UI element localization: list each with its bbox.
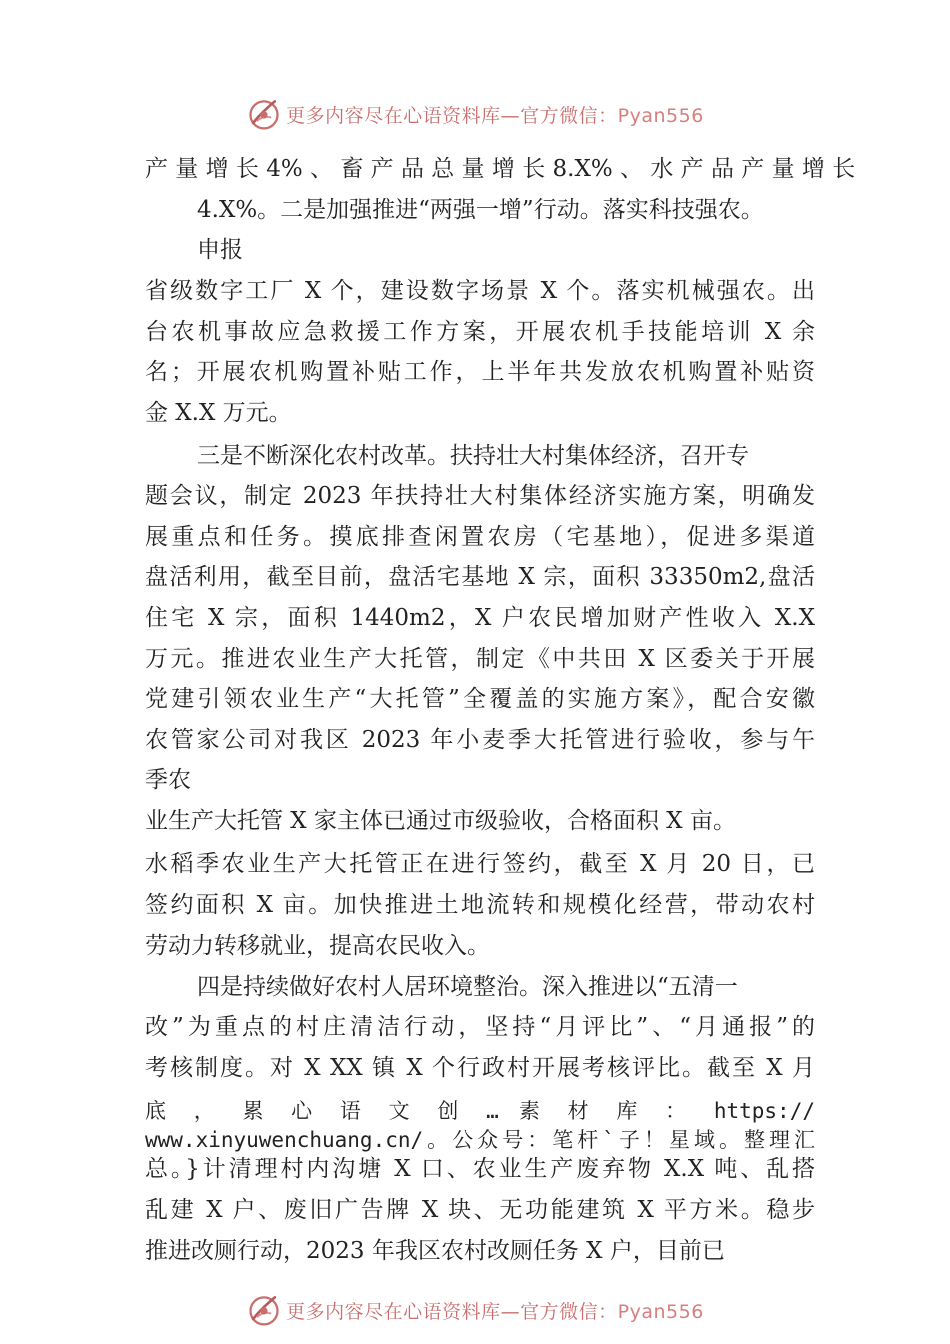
brush-logo-icon [246,1292,282,1328]
text-line-5: 台农机事故应急救援工作方案，开展农机手技能培训 X 余 [145,319,815,345]
watermark-text: 更多内容尽在心语资料库—官方微信：Pyan556 [286,104,704,127]
text-line-25: www.xinyuwenchuang.cn/。公众号：笔杆`子！星域。整理汇 [145,1128,815,1152]
text-line-10: 展重点和任务。摸底排查闲置农房（宅基地），促进多渠道 [145,524,815,550]
watermark-footer [0,1288,950,1332]
brush-logo-icon [246,96,282,132]
text-line-1: 产 量 增 长 4% 、 畜 产 品 总 量 增 长 8.X% 、 水 产 品 产 量 增 长 [145,156,856,182]
text-line-12: 住宅 X 宗，面积 1440m2，X 户农民增加财产性收入 X.X [145,605,815,631]
watermark-header [0,92,950,136]
text-line-28: 推进改厕行动，2023 年我区农村改厕任务 X 户，目前已 [145,1238,725,1264]
text-line-20: 劳动力转移就业，提高农民收入。 [145,933,490,959]
text-line-27: 乱建 X 户、废旧广告牌 X 块、无功能建筑 X 平方米。稳步 [145,1197,815,1223]
text-line-17: 业生产大托管 X 家主体已通过市级验收，合格面积 X 亩。 [145,808,736,834]
text-line-24: 底 ， 累 心 语 文 创 … 素 材 库 ： https:// [145,1099,815,1123]
text-line-22: 改”为重点的村庄清洁行动，坚持“月评比”、“月通报”的 [145,1014,815,1040]
text-line-11: 盘活利用，截至目前，盘活宅基地 X 宗，面积 33350m2,盘活 [145,564,815,590]
text-line-6: 名；开展农机购置补贴工作，上半年共发放农机购置补贴资 [145,359,815,385]
text-line-23: 考核制度。对 X XX 镇 X 个行政村开展考核评比。截至 X 月 [145,1055,815,1081]
watermark-wechat-id: Pyan556 [617,104,704,127]
text-line-16: 季农 [145,767,191,793]
text-line-15: 农管家公司对我区 2023 年小麦季大托管进行验收，参与午 [145,727,815,753]
text-line-19: 签约面积 X 亩。加快推进土地流转和规模化经营，带动农村 [145,892,815,918]
text-line-18: 水稻季农业生产大托管正在进行签约，截至 X 月 20 日，已 [145,851,815,877]
watermark-wechat-id: Pyan556 [617,1300,704,1323]
text-line-14: 党建引领农业生产“大托管”全覆盖的实施方案》，配合安徽 [145,686,815,712]
text-line-8: 三是不断深化农村改革。扶持壮大村集体经济，召开专 [197,443,749,469]
text-line-21: 四是持续做好农村人居环境整治。深入推进以“五清一 [197,974,738,1000]
text-line-3: 申报 [197,237,243,263]
text-line-13: 万元。推进农业生产大托管，制定《中共田 X 区委关于开展 [145,646,815,672]
text-line-26: 总。}计清理村内沟塘 X 口、农业生产废弃物 X.X 吨、乱搭 [145,1156,815,1182]
text-line-7: 金 X.X 万元。 [145,400,292,426]
watermark-text: 更多内容尽在心语资料库—官方微信：Pyan556 [286,1300,704,1323]
text-line-4: 省级数字工厂 X 个，建设数字场景 X 个。落实机械强农。出 [145,278,815,304]
text-line-9: 题会议，制定 2023 年扶持壮大村集体经济实施方案，明确发 [145,483,815,509]
text-line-2: 4.X%。二是加强推进“两强一增”行动。落实科技强农。 [197,197,764,223]
